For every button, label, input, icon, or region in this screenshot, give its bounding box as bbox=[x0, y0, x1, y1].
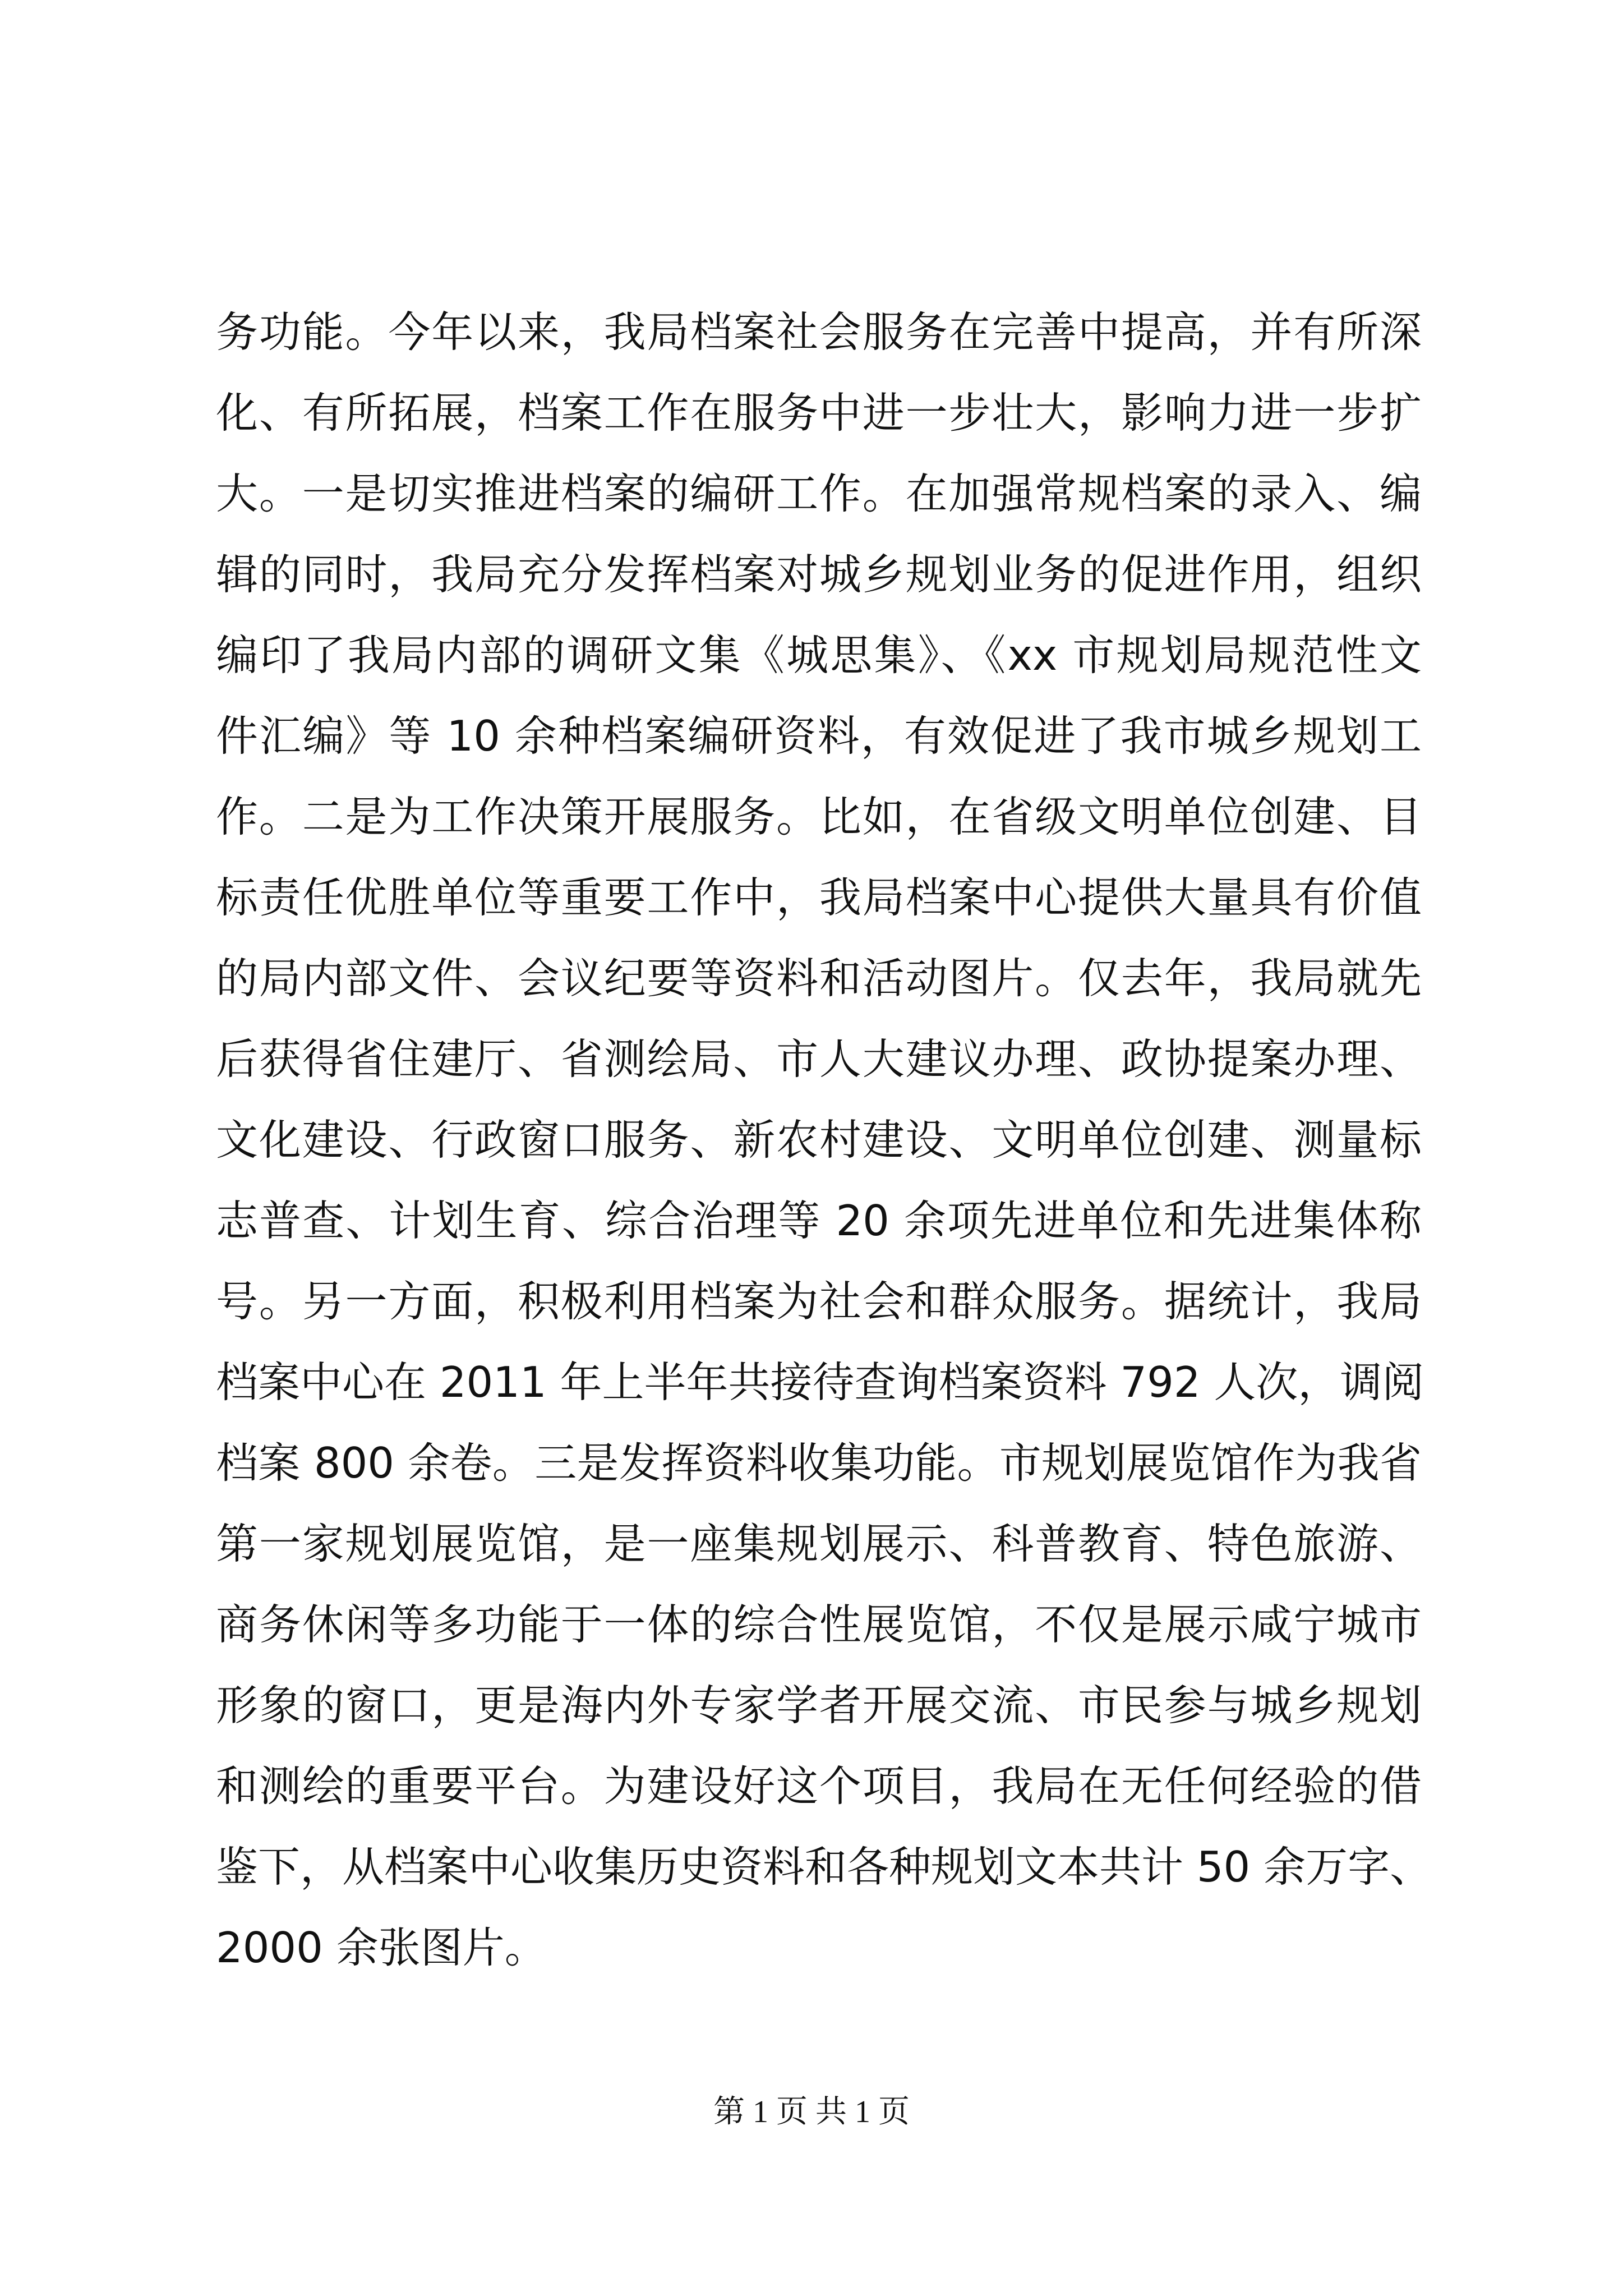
text-line: 档案中心在 2011 年上半年共接待查询档案资料 792 人次，调阅 bbox=[216, 1358, 1424, 1407]
text-line: 件汇编》等 10 余种档案编研资料，有效促进了我市城乡规划工 bbox=[216, 711, 1422, 761]
text-line: 作。二是为工作决策开展服务。比如，在省级文明单位创建、目 bbox=[216, 792, 1422, 841]
text-line: 2000 余张图片。 bbox=[216, 1923, 547, 1972]
page-footer bbox=[0, 2090, 1623, 2134]
text-line: 后获得省住建厅、省测绘局、市人大建议办理、政协提案办理、 bbox=[216, 1034, 1422, 1084]
text-line: 编印了我局内部的调研文集《城思集》、《xx 市规划局规范性文 bbox=[216, 631, 1422, 680]
text-line: 文化建设、行政窗口服务、新农村建设、文明单位创建、测量标 bbox=[216, 1115, 1422, 1165]
text-line: 档案 800 余卷。三是发挥资料收集功能。市规划展览馆作为我省 bbox=[216, 1438, 1422, 1488]
body-paragraph bbox=[216, 292, 1432, 1988]
text-line: 第一家规划展览馆，是一座集规划展示、科普教育、特色旅游、 bbox=[216, 1519, 1422, 1568]
text-line: 形象的窗口，更是海内外专家学者开展交流、市民参与城乡规划 bbox=[216, 1681, 1422, 1730]
text-line: 号。另一方面，积极利用档案为社会和群众服务。据统计，我局 bbox=[216, 1277, 1422, 1326]
text-line: 辑的同时，我局充分发挥档案对城乡规划业务的促进作用，组织 bbox=[216, 550, 1422, 599]
text-line: 志普查、计划生育、综合治理等 20 余项先进单位和先进集体称 bbox=[216, 1196, 1422, 1245]
text-line: 商务休闲等多功能于一体的综合性展览馆，不仅是展示咸宁城市 bbox=[216, 1600, 1422, 1649]
text-line: 化、有所拓展，档案工作在服务中进一步壮大，影响力进一步扩 bbox=[216, 388, 1422, 438]
page-number: 第 1 页 共 1 页 bbox=[713, 2095, 910, 2129]
text-line: 务功能。今年以来，我局档案社会服务在完善中提高，并有所深 bbox=[216, 307, 1422, 357]
text-line: 和测绘的重要平台。为建设好这个项目，我局在无任何经验的借 bbox=[216, 1761, 1422, 1811]
text-line: 标责任优胜单位等重要工作中，我局档案中心提供大量具有价值 bbox=[216, 873, 1422, 922]
text-line: 的局内部文件、会议纪要等资料和活动图片。仅去年，我局就先 bbox=[216, 954, 1422, 1003]
text-line: 鉴下，从档案中心收集历史资料和各种规划文本共计 50 余万字、 bbox=[216, 1842, 1432, 1892]
text-line: 大。一是切实推进档案的编研工作。在加强常规档案的录入、编 bbox=[216, 469, 1422, 518]
